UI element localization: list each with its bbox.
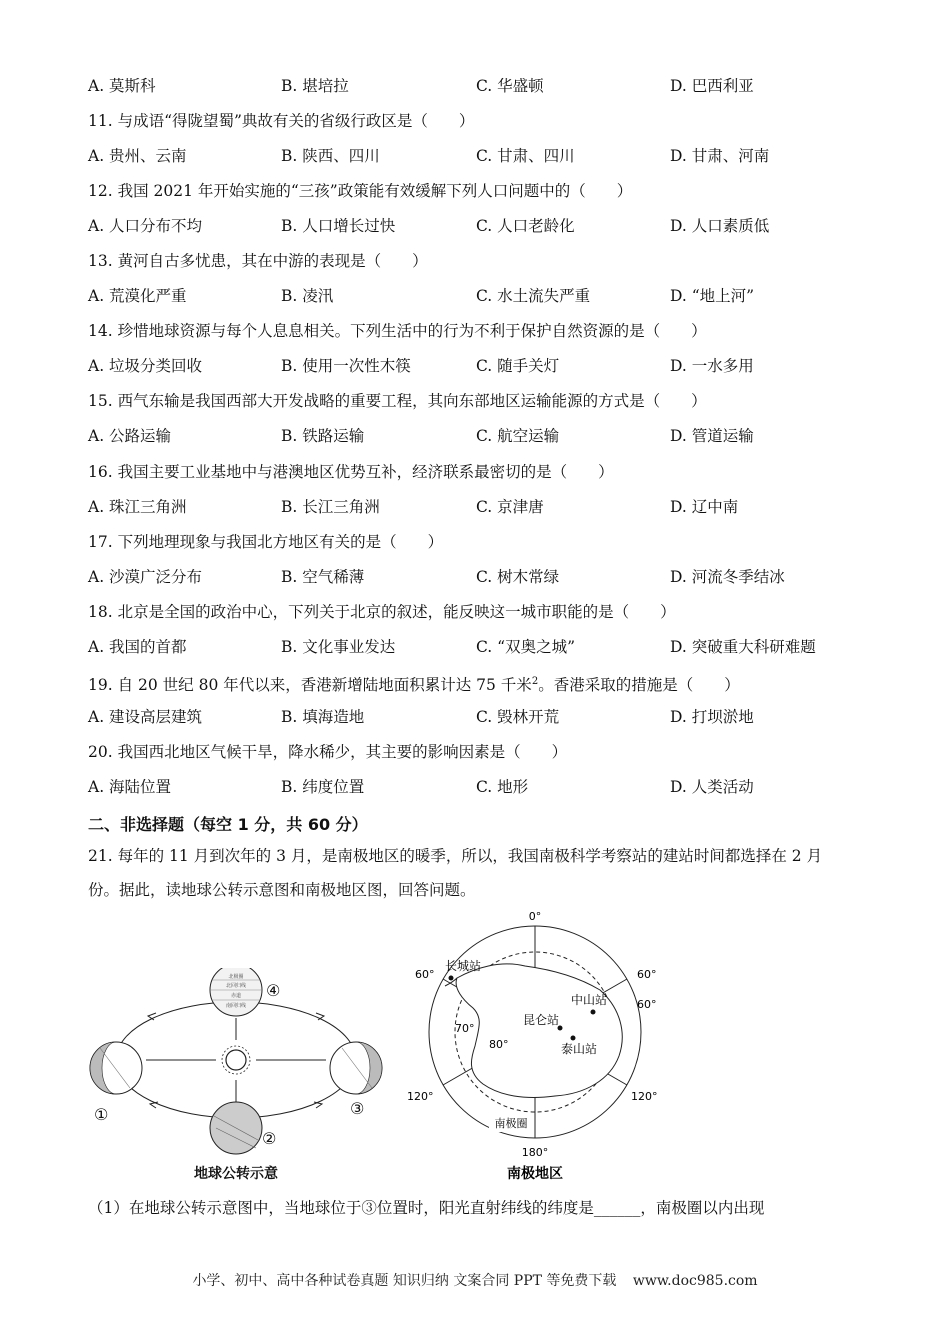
orbit-caption: 地球公转示意 (194, 1166, 278, 1182)
q14-stem: 14. 珍惜地球资源与每个人息息相关。下列生活中的行为不利于保护自然资源的是（ ） (88, 322, 707, 340)
inner-label-equator: 赤道 (230, 993, 242, 999)
q12-option-a[interactable]: A. 人口分布不均 (88, 217, 203, 235)
inner-label-tropic-cancer: 北回归线 (225, 983, 247, 989)
q19-option-d[interactable]: D. 打坝淤地 (670, 708, 754, 726)
label-70deg: 70° (455, 1022, 475, 1035)
marker-2: ② (262, 1129, 277, 1148)
q20-option-b[interactable]: B. 纬度位置 (281, 778, 365, 796)
label-180deg: 180° (521, 1146, 549, 1159)
q19-stem (88, 672, 740, 695)
q20-option-d[interactable]: D. 人类活动 (670, 778, 754, 796)
q21-line1: 21. 每年的 11 月到次年的 3 月，是南极地区的暖季，所以，我国南极科学考察站的建站时间都选择在 2 月 (88, 847, 823, 865)
q17-options (88, 567, 888, 587)
q19-stem-prefix: 19. 自 20 世纪 80 年代以来，香港新增陆地面积累计达 75 千米 (88, 676, 532, 695)
q13-options (88, 286, 888, 306)
orbit-arrow-icon (148, 1013, 156, 1020)
orbit-arrow-icon (314, 1102, 322, 1108)
q15-option-a[interactable]: A. 公路运输 (88, 427, 172, 445)
q15-option-c[interactable]: C. 航空运输 (476, 427, 560, 445)
label-antarctic-circle: 南极圈 (494, 1117, 528, 1130)
q16-option-b[interactable]: B. 长江三角洲 (281, 498, 380, 516)
q10-options (88, 76, 888, 96)
marker-1: ① (94, 1105, 109, 1124)
q18-option-c[interactable]: C. “双奥之城” (476, 638, 576, 656)
label-0deg: 0° (528, 910, 542, 923)
label-kunlun-station: 昆仑站 (523, 1013, 560, 1027)
q12-options (88, 216, 888, 236)
q20-stem: 20. 我国西北地区气候干旱，降水稀少，其主要的影响因素是（ ） (88, 743, 568, 761)
zhongshan-station-marker (591, 1010, 596, 1015)
q18-option-b[interactable]: B. 文化事业发达 (281, 638, 396, 656)
q13-option-c[interactable]: C. 水土流失严重 (476, 287, 591, 305)
label-zhongshan-station: 中山站 (571, 993, 608, 1007)
orbit-arrow-icon (150, 1102, 158, 1108)
label-60deg-right-top: 60° (637, 968, 657, 981)
q18-options (88, 637, 888, 657)
q15-option-d[interactable]: D. 管道运输 (670, 427, 754, 445)
q19-stem-suffix: 。香港采取的措施是（ ） (538, 676, 740, 695)
q17-stem: 17. 下列地理现象与我国北方地区有关的是（ ） (88, 533, 444, 551)
inner-label-arctic-circle: 北极圈 (228, 974, 244, 980)
q13-option-b[interactable]: B. 凌汛 (281, 287, 334, 305)
q19-options (88, 707, 888, 727)
marker-4: ④ (266, 981, 281, 1000)
q19-option-a[interactable]: A. 建设高层建筑 (88, 708, 203, 726)
q13-option-d[interactable]: D. “地上河” (670, 287, 755, 305)
q16-option-a[interactable]: A. 珠江三角洲 (88, 498, 187, 516)
orbit-arrow-icon (316, 1013, 324, 1020)
q11-option-a[interactable]: A. 贵州、云南 (88, 147, 187, 165)
q20-options (88, 777, 888, 797)
q14-option-d[interactable]: D. 一水多用 (670, 357, 754, 375)
q19-stem-superscript: 2 (531, 676, 539, 687)
q11-options (88, 146, 888, 166)
q19-option-c[interactable]: C. 毁林开荒 (476, 708, 560, 726)
sun-icon (222, 1046, 250, 1074)
q20-option-a[interactable]: A. 海陆位置 (88, 778, 172, 796)
q20-option-c[interactable]: C. 地形 (476, 778, 529, 796)
q14-option-b[interactable]: B. 使用一次性木筷 (281, 357, 411, 375)
earth-position-4 (210, 968, 262, 1016)
great-wall-station-marker (449, 976, 454, 981)
label-taishan-station: 泰山站 (561, 1042, 598, 1056)
q14-options (88, 356, 888, 376)
q16-option-d[interactable]: D. 辽中南 (670, 498, 739, 516)
q10-option-d[interactable]: D. 巴西利亚 (670, 77, 754, 95)
q13-option-a[interactable]: A. 荒漠化严重 (88, 287, 187, 305)
q17-option-a[interactable]: A. 沙漠广泛分布 (88, 568, 203, 586)
marker-3: ③ (350, 1099, 365, 1118)
q17-option-b[interactable]: B. 空气稀薄 (281, 568, 365, 586)
q12-option-d[interactable]: D. 人口素质低 (670, 217, 770, 235)
q11-option-d[interactable]: D. 甘肃、河南 (670, 147, 770, 165)
q10-option-c[interactable]: C. 华盛顿 (476, 77, 544, 95)
footer-text: 小学、初中、高中各种试卷真题 知识归纳 文案合同 PPT 等免费下载 (192, 1273, 617, 1289)
label-60deg-left: 60° (415, 968, 435, 981)
antarctica-caption: 南极地区 (507, 1166, 563, 1182)
q15-option-b[interactable]: B. 铁路运输 (281, 427, 365, 445)
antarctica-map (405, 908, 665, 1188)
q16-options (88, 497, 888, 517)
q11-option-c[interactable]: C. 甘肃、四川 (476, 147, 575, 165)
antarctica-figure (405, 908, 665, 1188)
q11-stem: 11. 与成语“得陇望蜀”典故有关的省级行政区是（ ） (88, 112, 475, 130)
q15-options (88, 426, 888, 446)
inner-label-tropic-capricorn: 南回归线 (225, 1003, 247, 1009)
antarctica-coastline (456, 964, 622, 1098)
q10-option-a[interactable]: A. 莫斯科 (88, 77, 156, 95)
label-120deg-right: 120° (631, 1090, 658, 1103)
q18-option-d[interactable]: D. 突破重大科研难题 (670, 638, 816, 656)
q21-line2: 份。据此，读地球公转示意图和南极地区图，回答问题。 (88, 881, 476, 899)
q11-option-b[interactable]: B. 陕西、四川 (281, 147, 380, 165)
q12-option-c[interactable]: C. 人口老龄化 (476, 217, 575, 235)
label-60deg-right: 60° (637, 998, 657, 1011)
taishan-station-marker (571, 1036, 576, 1041)
q10-option-b[interactable]: B. 堪培拉 (281, 77, 349, 95)
earth-orbit-diagram (86, 968, 386, 1188)
section-title: 二、非选择题（每空 1 分，共 60 分） (88, 815, 368, 834)
footer-url[interactable]: www.doc985.com (632, 1273, 758, 1289)
label-great-wall-station: 长城站 (445, 959, 482, 973)
q17-option-d[interactable]: D. 河流冬季结冰 (670, 568, 785, 586)
q17-option-c[interactable]: C. 树木常绿 (476, 568, 560, 586)
q14-option-c[interactable]: C. 随手关灯 (476, 357, 560, 375)
label-80deg: 80° (489, 1038, 509, 1051)
q16-stem: 16. 我国主要工业基地中与港澳地区优势互补，经济联系最密切的是（ ） (88, 463, 614, 481)
q12-option-b[interactable]: B. 人口增长过快 (281, 217, 396, 235)
q12-stem: 12. 我国 2021 年开始实施的“三孩”政策能有效缓解下列人口问题中的（ ） (88, 182, 633, 200)
q18-option-a[interactable]: A. 我国的首都 (88, 638, 187, 656)
q16-option-c[interactable]: C. 京津唐 (476, 498, 544, 516)
earth-orbit-figure (86, 968, 386, 1188)
q21-subquestion-1: （1）在地球公转示意图中，当地球位于③位置时，阳光直射纬线的纬度是______，南极圈以内出现 (88, 1199, 765, 1217)
page-footer (0, 1270, 950, 1290)
q18-stem: 18. 北京是全国的政治中心，下列关于北京的叙述，能反映这一城市职能的是（ ） (88, 603, 676, 621)
earth-position-1 (90, 1042, 142, 1094)
q13-stem: 13. 黄河自古多忧患，其在中游的表现是（ ） (88, 252, 428, 270)
q19-option-b[interactable]: B. 填海造地 (281, 708, 365, 726)
earth-position-3 (330, 1042, 382, 1094)
q14-option-a[interactable]: A. 垃圾分类回收 (88, 357, 203, 375)
label-120deg-left: 120° (407, 1090, 434, 1103)
q15-stem: 15. 西气东输是我国西部大开发战略的重要工程，其向东部地区运输能源的方式是（ ） (88, 392, 707, 410)
earth-position-2 (210, 1102, 262, 1154)
